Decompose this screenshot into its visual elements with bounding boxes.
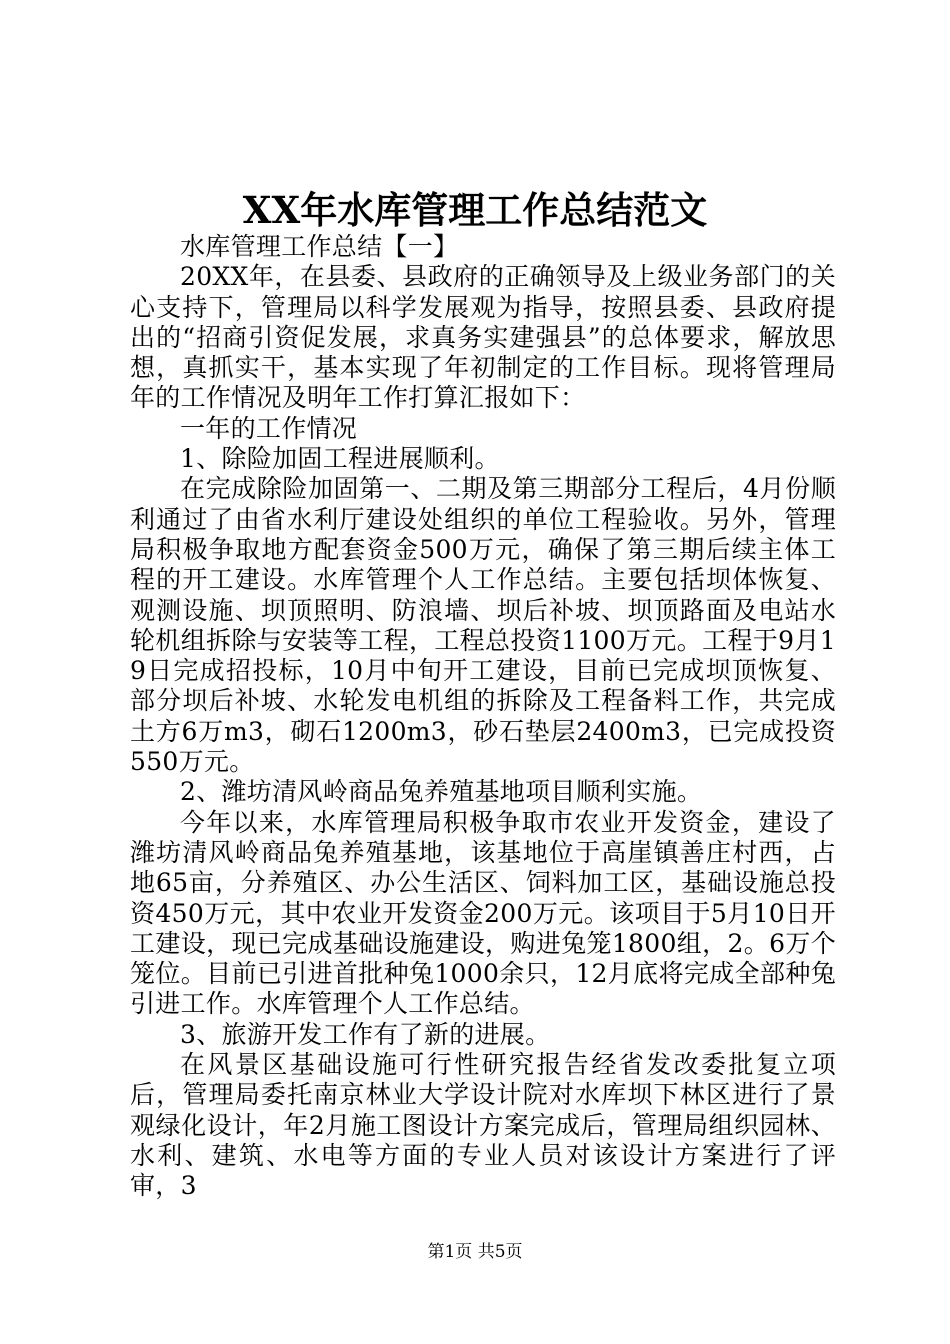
document-title: XX年水库管理工作总结范文: [242, 188, 708, 232]
section-heading: 一年的工作情况: [180, 413, 358, 443]
paragraph: 今年以来，水库管理局积极争取市农业开发资金，建设了潍坊清风岭商品兔养殖基地，该基地位于高崖镇善庄村西，占地65亩，分养殖区、办公生活区、饲料加工区，基础设施总投资450万元，其中农业开发资金200万元。该项目于5月10日开工建设，现已完成基础设施建设，购进兔笼1800组，2。6万个笼位。目前已引进首批种兔1000余只，12月底将完成全部种兔引进工作。水库管理个人工作总结。: [130, 807, 836, 1019]
subsection-heading: 2、潍坊清风岭商品兔养殖基地项目顺利实施。: [180, 777, 703, 807]
paragraph: 在风景区基础设施可行性研究报告经省发改委批复立项后，管理局委托南京林业大学设计院对水库坝下林区进行了景观绿化设计，年2月施工图设计方案完成后，管理局组织园林、水利、建筑、水电等方面的专业人员对该设计方案进行了评审，3: [130, 1050, 836, 1201]
subsection-heading: 1、除险加固工程进展顺利。: [180, 444, 500, 474]
document-body: [130, 232, 836, 1202]
page-footer: 第1页 共5页: [427, 1242, 523, 1262]
section-heading: 水库管理工作总结【一】: [180, 232, 459, 261]
paragraph: 在完成除险加固第一、二期及第三期部分工程后，4月份顺利通过了由省水利厅建设处组织的单位工程验收。另外，管理局积极争取地方配套资金500万元，确保了第三期后续主体工程的开工建设。水库管理个人工作总结。主要包括坝体恢复、观测设施、坝顶照明、防浪墙、坝后补坡、坝顶路面及电站水轮机组拆除与安装等工程，工程总投资1100万元。工程于9月19日完成招投标，10月中旬开工建设，目前已完成坝顶恢复、部分坝后补坡、水轮发电机组的拆除及工程备料工作，共完成土方6万m3，砌石1200m3，砂石垫层2400m3，已完成投资550万元。: [130, 474, 836, 777]
paragraph: 20XX年，在县委、县政府的正确领导及上级业务部门的关心支持下，管理局以科学发展观为指导，按照县委、县政府提出的“招商引资促发展，求真务实建强县”的总体要求，解放思想，真抓实干，基本实现了年初制定的工作目标。现将管理局年的工作情况及明年工作打算汇报如下：: [130, 262, 836, 413]
subsection-heading: 3、旅游开发工作有了新的进展。: [180, 1019, 551, 1049]
